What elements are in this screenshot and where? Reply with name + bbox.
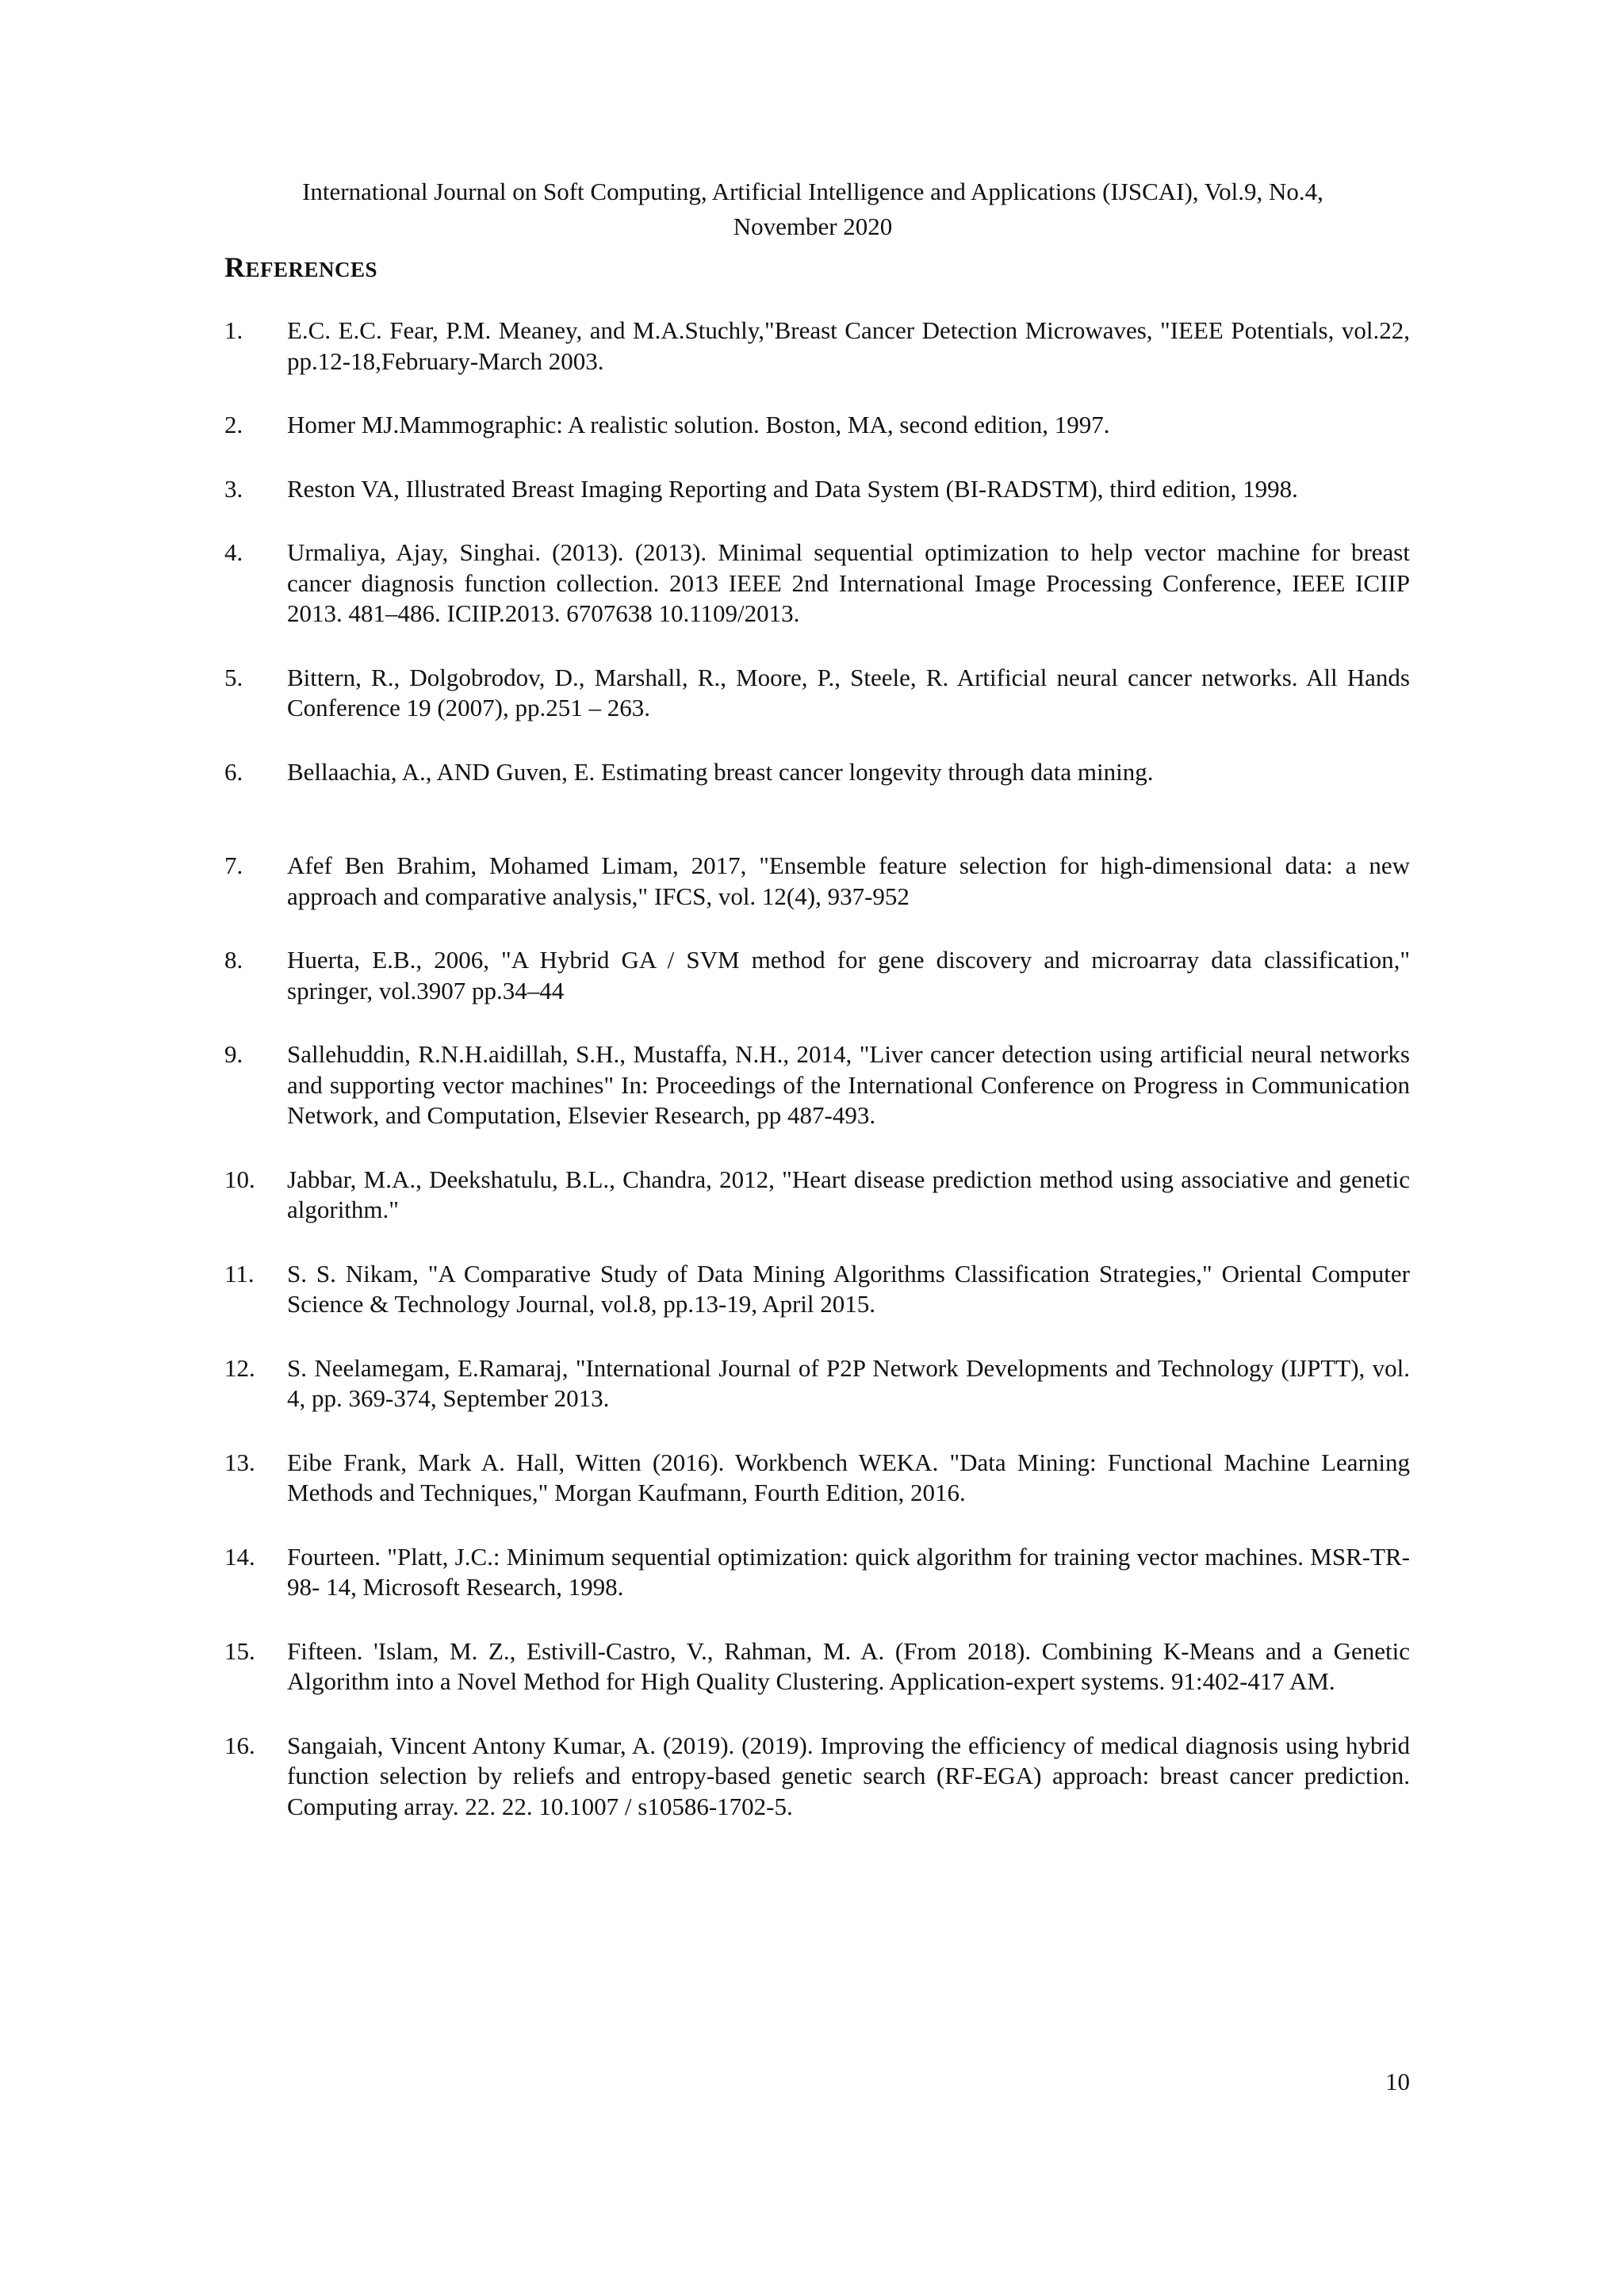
reference-text: Bittern, R., Dolgobrodov, D., Marshall, R., Moore, P., Steele, R. Artificial neural cancer networks. All Hands Conference 19 (2007), pp.251 – 263. (287, 663, 1410, 721)
reference-item (224, 757, 1410, 788)
reference-text: Reston VA, Illustrated Breast Imaging Reporting and Data System (BI-RADSTM), third edition, 1998. (287, 474, 1298, 503)
reference-item (224, 538, 1410, 629)
reference-item (224, 1353, 1410, 1414)
reference-text: Homer MJ.Mammographic: A realistic solution. Boston, MA, second edition, 1997. (287, 411, 1110, 438)
reference-number: 14. (224, 1542, 255, 1571)
reference-number: 11. (224, 1259, 255, 1288)
reference-item (224, 1636, 1410, 1697)
reference-text: Afef Ben Brahim, Mohamed Limam, 2017, "Ensemble feature selection for high-dimensional data: a new approach and comparative analysis," IFCS, vol. 12(4), 937-952 (287, 851, 1410, 910)
reference-number: 1. (224, 316, 243, 344)
journal-header-line-1: International Journal on Soft Computing, Artificial Intelligence and Applications (IJSCAI), Vol.9, No.4, (302, 178, 1323, 205)
reference-item (224, 1259, 1410, 1320)
reference-number: 15. (224, 1636, 255, 1665)
reference-number: 8. (224, 946, 243, 974)
reference-text: S. Neelamegam, E.Ramaraj, "International Journal of P2P Network Developments and Technology (IJPTT), vol. 4, pp. 369-374, September 2013. (287, 1353, 1410, 1412)
reference-item (224, 851, 1410, 912)
reference-number: 6. (224, 757, 243, 786)
reference-number: 7. (224, 851, 243, 879)
references-heading-initial: R (224, 251, 246, 283)
reference-item (224, 1039, 1410, 1131)
reference-number: 4. (224, 538, 243, 566)
reference-item (224, 945, 1410, 1006)
reference-number: 3. (224, 474, 243, 503)
reference-number: 9. (224, 1040, 243, 1068)
reference-item (224, 316, 1410, 377)
reference-number: 10. (224, 1165, 255, 1193)
reference-item (224, 410, 1410, 441)
reference-text: Sallehuddin, R.N.H.aidillah, S.H., Mustaffa, N.H., 2014, "Liver cancer detection using artificial neural networks and supporting vector machines" In: Proceedings of the International Conference on Progress in Communication Network, and Computation, Elsevier Research, pp 487-493. (287, 1040, 1410, 1129)
reference-item (224, 1731, 1410, 1823)
journal-header (190, 174, 1435, 244)
reference-number: 12. (224, 1353, 255, 1382)
reference-text: Urmaliya, Ajay, Singhai. (2013). (2013). Minimal sequential optimization to help vector machine for breast cancer diagnosis function collection. 2013 IEEE 2nd International Image Processing Conference, IEEE ICIIP 2013. 481–486. ICIIP.2013. 6707638 10.1109/2013. (287, 538, 1410, 627)
reference-text: Sangaiah, Vincent Antony Kumar, A. (2019). (2019). Improving the efficiency of medical diagnosis using hybrid function selection by reliefs and entropy-based genetic search (RF-EGA) approach: breast cancer prediction. Computing array. 22. 22. 10.1007 / s10586-1702-5. (287, 1731, 1410, 1820)
references-heading-rest: EFERENCES (245, 258, 378, 281)
reference-item (224, 1165, 1410, 1226)
page-number: 10 (1385, 2068, 1410, 2095)
references-heading (224, 251, 377, 284)
reference-text: Fourteen. "Platt, J.C.: Minimum sequential optimization: quick algorithm for training vector machines. MSR-TR-98- 14, Microsoft Research, 1998. (287, 1542, 1410, 1601)
reference-number: 5. (224, 663, 243, 691)
reference-text: Eibe Frank, Mark A. Hall, Witten (2016). Workbench WEKA. "Data Mining: Functional Machine Learning Methods and Techniques," Morgan Kaufmann, Fourth Edition, 2016. (287, 1448, 1410, 1506)
reference-list (224, 316, 1410, 1822)
reference-text: S. S. Nikam, "A Comparative Study of Data Mining Algorithms Classification Strategies," Oriental Computer Science & Technology Journal, vol.8, pp.13-19, April 2015. (287, 1259, 1410, 1318)
reference-item (224, 474, 1410, 505)
reference-text: Fifteen. 'Islam, M. Z., Estivill-Castro, V., Rahman, M. A. (From 2018). Combining K-Means and a Genetic Algorithm into a Novel Method for High Quality Clustering. Application-expert systems. 91:402-417 AM. (287, 1636, 1410, 1695)
reference-text: E.C. E.C. Fear, P.M. Meaney, and M.A.Stuchly,"Breast Cancer Detection Microwaves, "IEEE Potentials, vol.22, pp.12-18,February-March 2003. (287, 316, 1410, 375)
reference-number: 2. (224, 411, 243, 438)
reference-number: 13. (224, 1448, 255, 1476)
journal-header-line-2: November 2020 (733, 212, 893, 240)
reference-item (224, 663, 1410, 724)
reference-number: 16. (224, 1731, 255, 1759)
reference-item (224, 1542, 1410, 1603)
reference-text: Huerta, E.B., 2006, "A Hybrid GA / SVM method for gene discovery and microarray data classification," springer, vol.3907 pp.34–44 (287, 946, 1410, 1004)
reference-item (224, 1448, 1410, 1509)
reference-text: Bellaachia, A., AND Guven, E. Estimating breast cancer longevity through data mining. (287, 757, 1154, 786)
reference-text: Jabbar, M.A., Deekshatulu, B.L., Chandra, 2012, "Heart disease prediction method using associative and genetic algorithm." (287, 1165, 1410, 1223)
